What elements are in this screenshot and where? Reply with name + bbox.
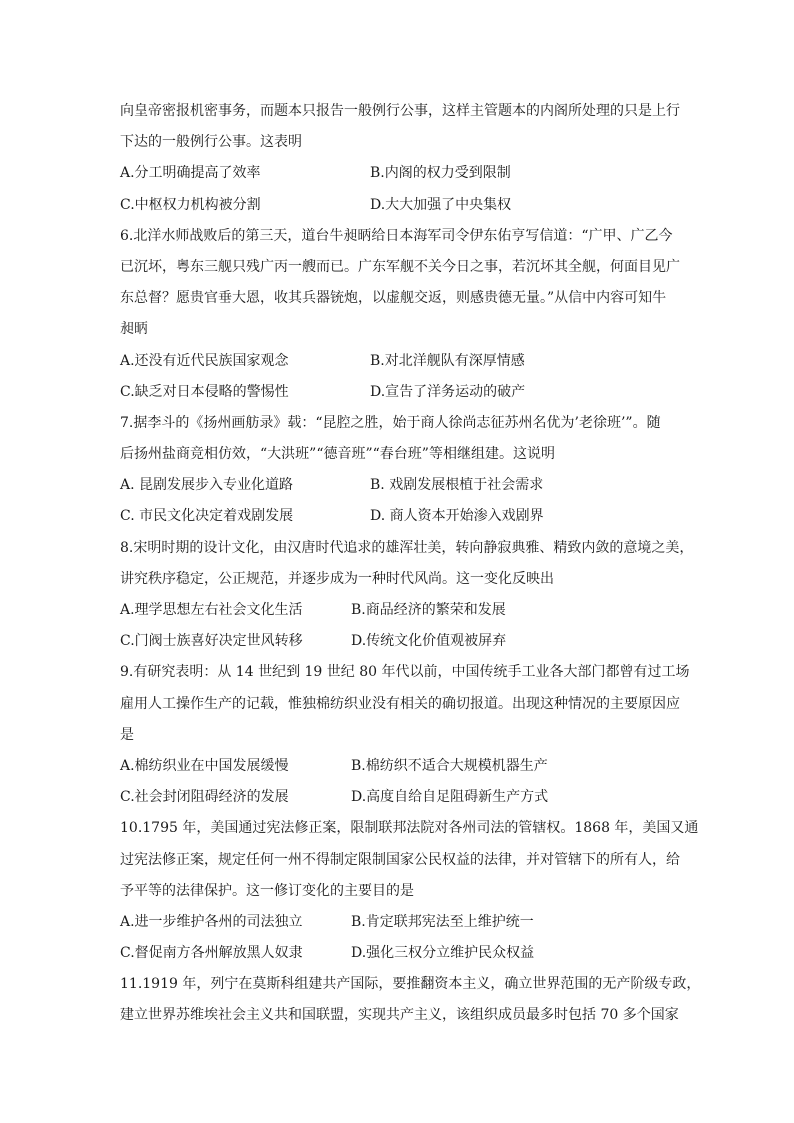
question-text-line: 是: [120, 726, 134, 743]
question-text-line: 过宪法修正案，规定任何一州不得制定限制国家公民权益的法律，并对管辖下的所有人，给: [120, 851, 680, 868]
question-text-line: 东总督？愿贵官垂大恩，收其兵器铳炮，以虚舰交返，则感贵德无量。”从信中内容可知牛: [120, 290, 667, 307]
option-b: B.商品经济的繁荣和发展: [351, 602, 506, 618]
question-6-stem: [120, 221, 686, 346]
question-text-line: 9.有研究表明：从 14 世纪到 19 世纪 80 年代以前，中国传统手工业各大部门都曾有过工场: [120, 664, 690, 681]
question-6-options: [120, 346, 686, 408]
option-b: B.棉纺织不适合大规模机器生产: [351, 757, 548, 774]
question-text-line: 11.1919 年，列宁在莫斯科组建共产国际，要推翻资本主义，确立世界范围的无产阶级专政，: [120, 976, 701, 993]
question-text-line: 向皇帝密报机密事务，而题本只报告一般例行公事，这样主管题本的内阁所处理的只是上行: [120, 103, 680, 119]
question-text-line: 雇用人工操作生产的记载，惟独棉纺织业没有相关的确切报道。出现这种情况的主要原因应: [120, 695, 680, 712]
question-5-options: [120, 158, 686, 220]
option-c: C.门阀士族喜好决定世风转移: [120, 633, 303, 650]
option-d: D.传统文化价值观被屏弃: [351, 633, 507, 650]
question-text-line: 10.1795 年，美国通过宪法修正案，限制联邦法院对各州司法的管辖权。1868 年，美国又通: [120, 820, 699, 837]
option-d: D. 商人资本开始渗入戏剧界: [370, 508, 544, 525]
question-8-stem: [120, 533, 694, 595]
question-text-line: 已沉坏，粤东三舰只残广丙一艘而已。广东军舰不关今日之事，若沉坏其全舰，何面目见广: [120, 258, 680, 275]
question-5-stem: [120, 96, 686, 158]
question-text-line: 昶昞: [120, 321, 148, 338]
option-a: A.分工明确提高了效率: [120, 165, 261, 182]
question-text-line: 8.宋明时期的设计文化，由汉唐时代追求的雄浑壮美，转向静寂典雅、精致内敛的意境之美，: [120, 539, 694, 556]
question-10-options: [120, 907, 686, 969]
question-text-line: 6.北洋水师战败后的第三天，道台牛昶昞给日本海军司令伊东佑亨写信道：“广甲、广乙今: [120, 227, 673, 244]
option-c: C.社会封闭阻碍经济的发展: [120, 789, 289, 806]
option-d: D.大大加强了中央集权: [370, 196, 512, 213]
question-7-stem: [120, 408, 686, 470]
question-text-line: 7.据李斗的《扬州画舫录》载：“昆腔之胜，始于商人徐尚志征苏州名优为’老徐班’”。随: [120, 414, 661, 431]
exam-page: [120, 96, 701, 1032]
option-a: A.进一步维护各州的司法独立: [120, 913, 303, 930]
option-b: B.对北洋舰队有深厚情感: [370, 352, 525, 369]
question-9-options: [120, 751, 686, 813]
question-text-line: 下达的一般例行公事。这表明: [120, 134, 302, 151]
option-a: A.还没有近代民族国家观念: [120, 352, 289, 369]
question-8-options: [120, 595, 686, 657]
option-d: D.宣告了洋务运动的破产: [370, 383, 526, 400]
option-c: C. 市民文化决定着戏剧发展: [120, 508, 294, 525]
question-text-line: 后扬州盐商竞相仿效，“大洪班”“德音班”“春台班”等相继组建。这说明: [120, 446, 555, 463]
question-text-line: 讲究秩序稳定，公正规范，并逐步成为一种时代风尚。这一变化反映出: [120, 570, 554, 587]
option-b: B.内阁的权力受到限制: [370, 165, 511, 182]
question-text-line: 建立世界苏维埃社会主义共和国联盟，实现共产主义，该组织成员最多时包括 70 多个国家: [120, 1007, 679, 1024]
question-7-options: [120, 470, 686, 532]
question-10-stem: [120, 813, 699, 907]
option-a: A. 昆剧发展步入专业化道路: [120, 477, 294, 494]
option-d: D.高度自给自足阻碍新生产方式: [351, 789, 549, 806]
question-9-stem: [120, 657, 690, 751]
option-c: C.中枢权力机构被分割: [120, 196, 261, 213]
option-c: C.督促南方各州解放黑人奴隶: [120, 945, 303, 962]
option-d: D.强化三权分立维护民众权益: [351, 945, 535, 962]
option-b: B.肯定联邦宪法至上维护统一: [351, 913, 534, 930]
option-a: A.棉纺织业在中国发展缓慢: [120, 757, 289, 774]
option-c: C.缺乏对日本侵略的警惕性: [120, 383, 289, 400]
option-b: B. 戏剧发展根植于社会需求: [370, 477, 544, 494]
option-a: A.理学思想左右社会文化生活: [120, 602, 303, 618]
question-text-line: 予平等的法律保护。这一修订变化的主要目的是: [120, 882, 414, 899]
question-11-stem: [120, 969, 701, 1031]
